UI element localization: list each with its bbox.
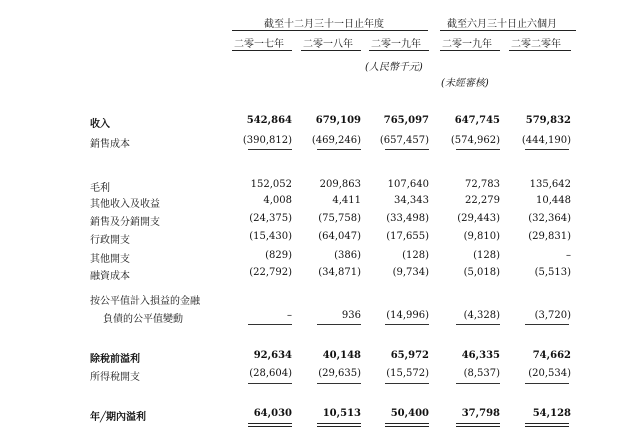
row-label: 收入 [90, 119, 110, 130]
row-value: 40,148 [322, 350, 361, 361]
row-value: 936 [341, 310, 361, 321]
column-rule-2017 [232, 50, 292, 51]
column-header-2019-h1: 二零一九年 [442, 39, 492, 50]
subtotal-rule-tax [317, 383, 361, 384]
row-label: 其他收入及收益 [90, 199, 160, 210]
row-value: (29,443) [457, 213, 500, 224]
row-value: (9,734) [392, 267, 429, 278]
subtotal-rule-tax [248, 383, 292, 384]
subtotal-rule-fv [248, 324, 292, 325]
row-value: (829) [265, 250, 292, 261]
row-value: 209,863 [319, 179, 361, 190]
row-value: (5,018) [463, 267, 500, 278]
row-label: 負債的公平值變動 [103, 314, 183, 325]
row-value: 72,783 [465, 179, 500, 190]
row-value: (33,498) [386, 213, 429, 224]
total-double-rule [248, 423, 292, 427]
row-label: 融資成本 [90, 271, 130, 282]
row-value: 54,128 [532, 408, 571, 419]
row-value: 4,411 [332, 195, 361, 206]
row-value: 542,864 [246, 115, 292, 126]
total-double-rule [385, 423, 429, 427]
subtotal-rule-cost [248, 149, 292, 150]
row-value: (22,792) [249, 267, 292, 278]
row-value: (28,604) [249, 368, 292, 379]
row-value: 92,634 [253, 350, 292, 361]
unaudited-note: (未經審核) [441, 78, 489, 89]
row-value: 107,640 [387, 179, 429, 190]
group-header-year-rule [232, 30, 428, 31]
row-value: (14,996) [386, 310, 429, 321]
subtotal-rule-cost [525, 149, 569, 150]
row-value: (3,720) [534, 310, 571, 321]
group-header-half-rule [440, 30, 576, 31]
row-value: (29,635) [318, 368, 361, 379]
row-value: 46,335 [461, 350, 500, 361]
column-header-2018: 二零一八年 [303, 39, 353, 50]
row-value: 22,279 [465, 195, 500, 206]
row-value: (657,457) [379, 135, 429, 146]
total-double-rule [317, 423, 361, 427]
row-label: 毛利 [90, 183, 110, 194]
subtotal-rule-fv [525, 324, 569, 325]
unit-note: (人民幣千元) [365, 62, 423, 73]
row-value: (4,328) [463, 310, 500, 321]
subtotal-rule-tax [385, 383, 429, 384]
subtotal-rule-tax [525, 383, 569, 384]
row-value: 74,662 [532, 350, 571, 361]
row-label: 所得稅開支 [90, 372, 140, 383]
row-value: 50,400 [390, 408, 429, 419]
row-label: 除稅前溢利 [90, 354, 140, 365]
row-value: 679,109 [315, 115, 361, 126]
group-header-half: 截至六月三十日止六個月 [447, 19, 557, 30]
row-value: (574,962) [450, 135, 500, 146]
row-value: 579,832 [525, 115, 571, 126]
row-value: – [566, 250, 571, 261]
row-value: 647,745 [454, 115, 500, 126]
row-value: 34,343 [394, 195, 429, 206]
subtotal-rule-fv [317, 324, 361, 325]
row-value: 64,030 [253, 408, 292, 419]
row-value: (15,572) [386, 368, 429, 379]
row-value: (24,375) [249, 213, 292, 224]
row-value: 135,642 [529, 179, 571, 190]
row-label: 其他開支 [90, 254, 130, 265]
row-value: (386) [334, 250, 361, 261]
row-value: 65,972 [390, 350, 429, 361]
row-label: 行政開支 [90, 235, 130, 246]
row-value: (5,513) [534, 267, 571, 278]
subtotal-rule-fv [385, 324, 429, 325]
subtotal-rule-cost [456, 149, 500, 150]
row-value: (75,758) [318, 213, 361, 224]
row-value: 10,513 [322, 408, 361, 419]
row-value: (444,190) [521, 135, 571, 146]
row-value: 152,052 [250, 179, 292, 190]
subtotal-rule-tax [456, 383, 500, 384]
row-value: (32,364) [528, 213, 571, 224]
subtotal-rule-cost [385, 149, 429, 150]
column-rule-2018 [301, 50, 361, 51]
row-value: (29,831) [528, 231, 571, 242]
row-value: (469,246) [311, 135, 361, 146]
row-value: 765,097 [383, 115, 429, 126]
row-value: (20,534) [528, 368, 571, 379]
row-value: (9,810) [463, 231, 500, 242]
subtotal-rule-cost [317, 149, 361, 150]
column-rule-2019-h1 [440, 50, 500, 51]
subtotal-rule-fv [456, 324, 500, 325]
row-value: – [287, 310, 292, 321]
row-value: 10,448 [536, 195, 571, 206]
row-label: 按公平值計入損益的金融 [90, 296, 200, 307]
row-value: (34,871) [318, 267, 361, 278]
column-header-2017: 二零一七年 [234, 39, 284, 50]
row-value: (17,655) [386, 231, 429, 242]
row-label: 銷售及分銷開支 [90, 217, 160, 228]
group-header-year: 截至十二月三十一日止年度 [264, 19, 384, 30]
row-value: (64,047) [318, 231, 361, 242]
row-label: 銷售成本 [90, 139, 130, 150]
row-value: 4,008 [263, 195, 292, 206]
column-rule-2020-h1 [509, 50, 571, 51]
column-header-2019: 二零一九年 [371, 39, 421, 50]
row-label: 年╱期內溢利 [90, 412, 147, 423]
row-value: (128) [402, 250, 429, 261]
row-value: 37,798 [461, 408, 500, 419]
column-header-2020-h1: 二零二零年 [511, 39, 561, 50]
column-rule-2019 [369, 50, 429, 51]
row-value: (390,812) [242, 135, 292, 146]
row-value: (128) [473, 250, 500, 261]
total-double-rule [525, 423, 569, 427]
row-value: (8,537) [463, 368, 500, 379]
row-value: (15,430) [249, 231, 292, 242]
total-double-rule [456, 423, 500, 427]
